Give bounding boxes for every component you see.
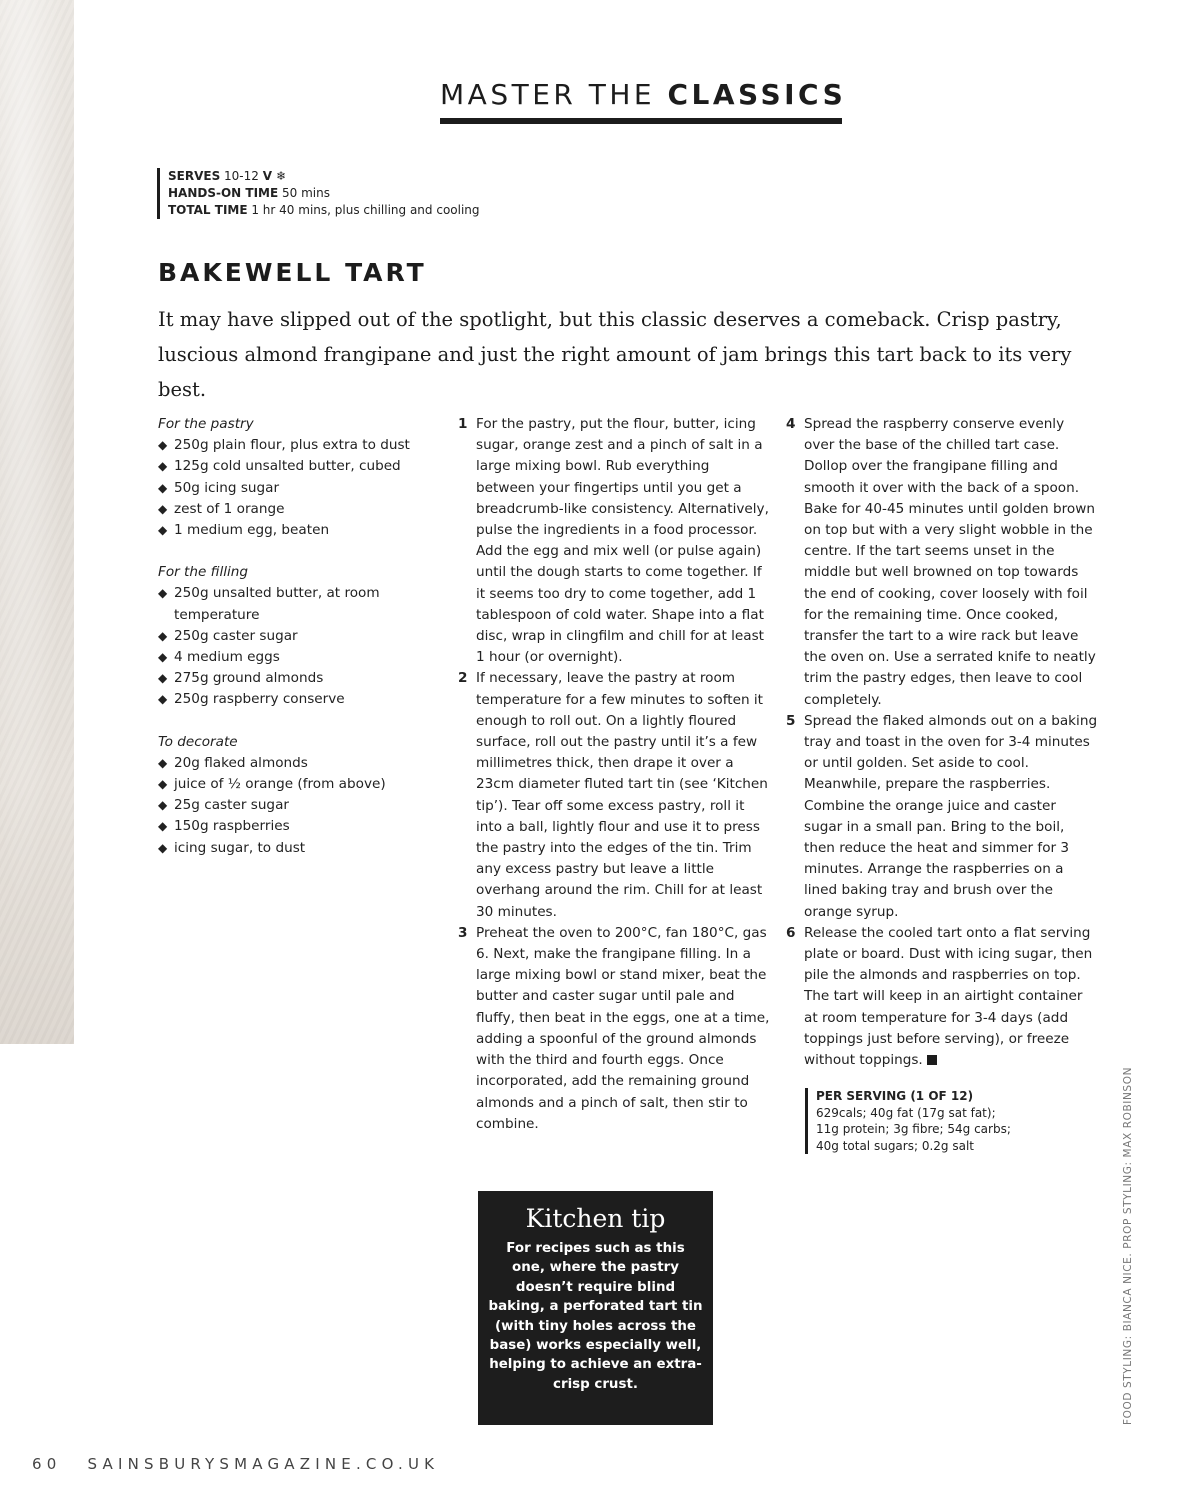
step-text: Spread the flaked almonds out on a baking tray and toast in the oven for 3-4 minutes or until golden. Set aside to cool. Meanwhile, prepare the raspberries. Combine the orange juice and caster sugar in a small pan. Bring to the boil, then reduce the heat and simmer for 3 minutes. Arrange the raspberries on a lined baking tray and brush over the orange syrup. [804,712,1098,920]
hands-on-label: HANDS-ON TIME [168,186,279,200]
ingredient-group-decorate [158,732,443,859]
ingredient-item: ◆ 250g plain flour, plus extra to dust [158,435,443,456]
serves-label: SERVES [168,169,221,183]
kitchen-tip-box [478,1191,713,1425]
ingredient-group-heading: For the filling [158,564,249,581]
ingredient-item: ◆ 275g ground almonds [158,668,443,689]
step-number: 1 [458,416,468,432]
background-photo-strip [0,0,74,1044]
ingredient-item: ◆ 125g cold unsalted butter, cubed [158,456,443,477]
ingredient-item: ◆ 250g raspberry conserve [158,689,443,710]
step-text: For the pastry, put the flour, butter, icing sugar, orange zest and a pinch of salt in a large mixing bowl. Rub everything between your fingertips until you get a breadcrumb-like consistency. Alternatively, pulse the ingredients in a food processor. Add the egg and mix well (or pulse again) until the dough starts to come together. If it seems too dry to come together, add 1 tablespoon of cold water. Shape into a flat disc, wrap in clingfilm and chill for at least 1 hour (or overnight). [476,416,769,666]
method-step [786,711,1098,923]
section-header [440,78,847,124]
ingredient-item: ◆ icing sugar, to dust [158,838,443,859]
ingredient-list [158,583,443,710]
serves-line [168,168,480,185]
method-step [458,923,770,1135]
nutrition-line: 629cals; 40g fat (17g sat fat); [816,1105,996,1120]
vegetarian-freezable-icon: V ❄ [262,169,287,183]
method-step [786,923,1098,1071]
nutrition-info [805,1088,1011,1154]
method-step [786,414,1098,711]
page-number: 60 [32,1455,62,1473]
ingredient-item: ◆ juice of ½ orange (from above) [158,774,443,795]
recipe-meta [157,168,480,219]
step-number: 6 [786,924,796,941]
ingredients-column [158,414,443,880]
serves-value: 10-12 [220,169,263,183]
step-text: If necessary, leave the pastry at room temperature for a few minutes to soften it enough to roll out. On a lightly floured surface, roll out the pastry until it’s a few millimetres thick, then drape it over a 23cm diameter fluted tart tin (see ‘Kitchen tip’). Tear off some excess pastry, roll it into a ball, lightly flour and use it to press the pastry into the edges of the tin. Trim any excess pastry but leave a little overhang around the rim. Chill for at least 30 minutes. [476,670,768,920]
ingredient-item: ◆ 50g icing sugar [158,478,443,499]
ingredient-list [158,753,443,859]
step-text: Preheat the oven to 200°C, fan 180°C, gas 6. Next, make the frangipane filling. In a large mixing bowl or stand mixer, beat the butter and caster sugar until pale and fluffy, then beat in the eggs, one at a time, adding a spoonful of the ground almonds with the third and fourth eggs. Once incorporated, add the remaining ground almonds and a pinch of salt, then stir to combine. [476,924,770,1132]
photo-credits: FOOD STYLING: BIANCA NICE. PROP STYLING: MAX ROBINSON [1122,1066,1134,1425]
section-title-bold: CLASSICS [667,78,847,111]
nutrition-heading: PER SERVING (1 OF 12) [816,1089,974,1103]
end-of-article-square-icon [927,1055,937,1065]
ingredient-item: ◆ 4 medium eggs [158,647,443,668]
section-title-light: MASTER THE [440,78,668,111]
step-number: 5 [786,712,796,729]
kitchen-tip-title: Kitchen tip [525,1204,666,1233]
method-step [458,668,770,922]
method-step [458,414,770,668]
total-time-label: TOTAL TIME [168,203,248,217]
ingredient-group-heading: For the pastry [158,416,254,432]
recipe-title: BAKEWELL TART [158,258,427,287]
recipe-intro: It may have slipped out of the spotlight, but this classic deserves a comeback. Crisp pastry, luscious almond frangipane and just the right amount of jam brings this tart back to its very best. [158,308,1072,401]
ingredient-list [158,435,443,541]
hands-on-line [168,185,480,202]
method-column-1 [458,414,770,1135]
ingredient-item: ◆ zest of 1 orange [158,499,443,520]
ingredient-group-filling [158,562,443,710]
section-title [440,78,847,112]
ingredient-item: ◆ 25g caster sugar [158,795,443,816]
step-number: 4 [786,416,796,432]
step-number: 2 [458,670,468,687]
section-rule [440,118,842,124]
ingredient-item: ◆ 250g unsalted butter, at room temperature [158,583,443,625]
ingredient-item: ◆ 150g raspberries [158,816,443,837]
total-time-line [168,202,480,219]
step-text: Release the cooled tart onto a flat serving plate or board. Dust with icing sugar, then pile the almonds and raspberries on top. The tart will keep in an airtight container at room temperature for 3-4 days (add toppings just before serving), or freeze without toppings. [804,924,1093,1069]
step-number: 3 [458,924,468,941]
ingredient-item: ◆ 250g caster sugar [158,626,443,647]
method-column-2 [786,414,1098,1071]
total-time-value: 1 hr 40 mins, plus chilling and cooling [247,203,480,217]
step-text: Spread the raspberry conserve evenly over the base of the chilled tart case. Dollop over the frangipane filling and smooth it over with the back of a spoon. Bake for 40-45 minutes until golden brown on top but with a very slight wobble in the centre. If the tart seems unset in the middle but well browned on top towards the end of cooking, cover loosely with foil for the remaining time. Once cooked, transfer the tart to a wire rack but leave the oven on. Use a serrated knife to neatly trim the pastry edges, then leave to cool completely. [804,416,1096,708]
ingredient-item: ◆ 1 medium egg, beaten [158,520,443,541]
magazine-website: SAINSBURYSMAGAZINE.CO.UK [87,1455,440,1473]
nutrition-line: 11g protein; 3g fibre; 54g carbs; [816,1122,1011,1136]
nutrition-line: 40g total sugars; 0.2g salt [816,1138,974,1153]
page-footer [32,1455,439,1473]
ingredient-group-heading: To decorate [158,733,238,750]
hands-on-value: 50 mins [278,186,330,200]
ingredient-item: ◆ 20g flaked almonds [158,753,443,774]
kitchen-tip-text: For recipes such as this one, where the pastry doesn’t require blind baking, a perforated tart tin (with tiny holes across the base) works especially well, helping to achieve an extra-crisp crust. [488,1241,703,1392]
ingredient-group-pastry [158,414,443,541]
